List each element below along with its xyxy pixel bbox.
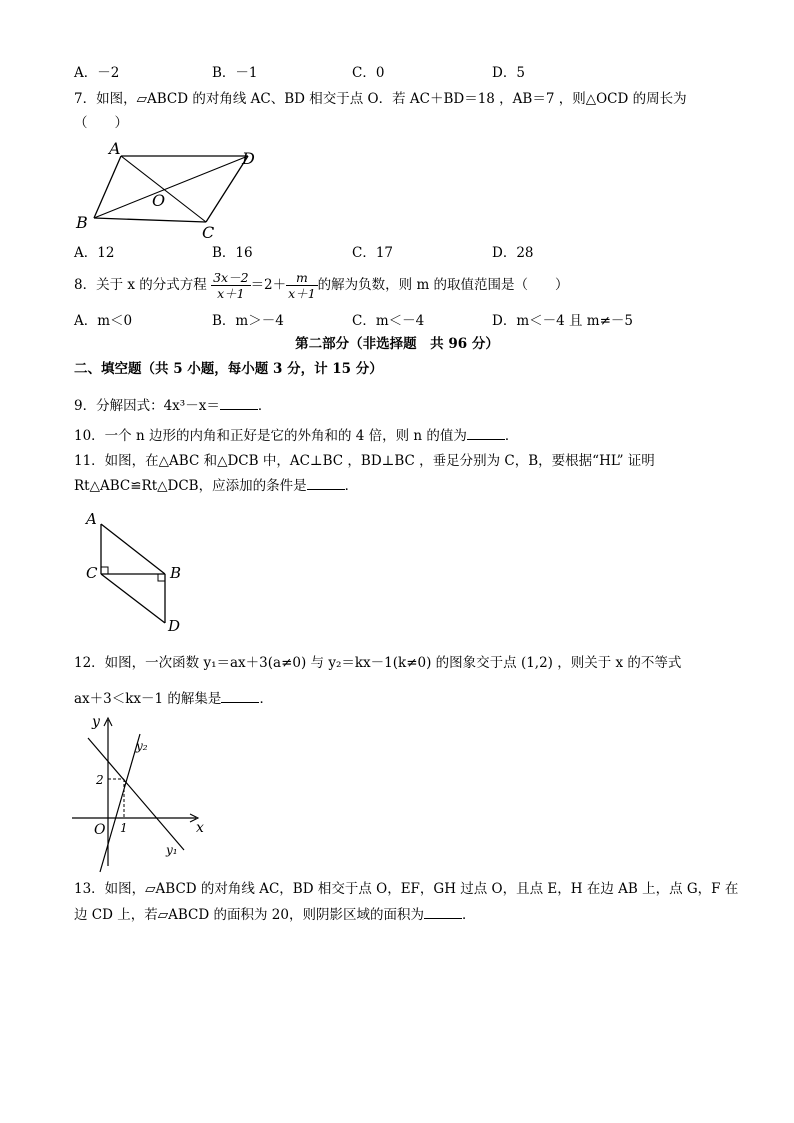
q7-option-b: B．16: [212, 245, 253, 261]
q12-text: ax＋3＜kx－1 的解集是: [74, 691, 222, 707]
q11-label-b: B: [170, 564, 182, 582]
q11-answer-blank: [307, 477, 345, 490]
q7-answer-paren: （ ）: [74, 115, 128, 131]
part2-title: 第二部分（非选择题 共 96 分）: [295, 336, 499, 352]
q8-option-b: B．m＞－4: [212, 313, 284, 329]
q8-stem: [74, 268, 569, 302]
q10-end: ．: [504, 428, 519, 444]
q7-option-a: A．12: [74, 245, 115, 261]
q8-frac1-numerator: 3x－2: [213, 270, 249, 285]
q12-label-y-axis: y: [92, 714, 100, 730]
q12-label-tick-2: 2: [96, 773, 104, 787]
q8-prefix: 8．关于 x 的分式方程: [74, 277, 207, 293]
q7-label-d: D: [242, 149, 255, 168]
q12-stem-line2: [74, 690, 273, 708]
q13-answer-blank: [424, 906, 462, 919]
q11-label-c: C: [86, 564, 98, 582]
q9-text: 9．分解因式：4x³－x＝: [74, 398, 220, 414]
q13-stem-line1: 13．如图，▱ABCD 的对角线 AC，BD 相交于点 O，EF，GH 过点 O，且点 E，H 在边 AB 上，点 G，F 在: [74, 881, 739, 897]
q8-frac1-denominator: x＋1: [217, 286, 245, 301]
q7-parallelogram-figure: [74, 138, 274, 242]
q6-option-b: B．－1: [212, 65, 258, 81]
q13-end: ．: [461, 907, 476, 923]
q7-label-b: B: [76, 213, 88, 232]
q12-end: ．: [259, 691, 273, 707]
q8-frac2-numerator: m: [286, 270, 318, 286]
q11-label-a: A: [86, 510, 97, 528]
q12-answer-blank: [221, 690, 259, 703]
q7-option-d: D．28: [492, 245, 534, 261]
q11-stem-line2: [74, 477, 358, 495]
q6-option-a: A．－2: [74, 65, 120, 81]
q7-label-c: C: [202, 223, 215, 242]
q8-fraction-1: [211, 270, 250, 301]
q8-option-d: D．m＜－4 且 m≠－5: [492, 313, 633, 329]
q9-answer-blank: [220, 397, 258, 410]
q8-suffix: 的解为负数，则 m 的取值范围是（ ）: [317, 277, 569, 293]
q10-text: 10．一个 n 边形的内角和正好是它的外角和的 4 倍，则 n 的值为: [74, 428, 467, 444]
q8-fraction-2: [286, 270, 318, 301]
q12-label-y1: y₁: [166, 843, 178, 857]
q12-label-origin: O: [94, 822, 106, 838]
q10-line: [74, 427, 518, 445]
q12-stem-line1: 12．如图，一次函数 y₁＝ax＋3(a≠0) 与 y₂＝kx－1(k≠0) 的图象交于点 (1,2) ，则关于 x 的不等式: [74, 655, 682, 671]
q7-stem: 7．如图，▱ABCD 的对角线 AC、BD 相交于点 O．若 AC＋BD＝18 ，AB＝7 ，则△OCD 的周长为: [74, 91, 687, 107]
q7-label-o: O: [152, 191, 166, 210]
q11-end: ．: [344, 478, 359, 494]
q6-option-c: C．0: [352, 65, 385, 81]
q6-option-d: D．5: [492, 65, 525, 81]
q12-graph-figure: [68, 714, 218, 874]
q8-mid: ＝2＋: [250, 277, 287, 293]
q7-option-c: C．17: [352, 245, 394, 261]
section2-title: 二、填空题（共 5 小题，每小题 3 分，计 15 分）: [74, 361, 383, 377]
q13-stem-line2: [74, 906, 475, 924]
q12-label-y2: y₂: [136, 739, 148, 753]
q13-text: 边 CD 上，若▱ABCD 的面积为 20，则阴影区域的面积为: [74, 907, 424, 923]
q8-option-a: A．m＜0: [74, 313, 133, 329]
q9-end: ．: [257, 398, 272, 414]
q8-option-c: C．m＜－4: [352, 313, 425, 329]
q11-text: Rt△ABC≌Rt△DCB，应添加的条件是: [74, 478, 307, 494]
q12-label-tick-1: 1: [120, 821, 128, 835]
q11-stem-line1: 11．如图，在△ABC 和△DCB 中，AC⊥BC ，BD⊥BC ，垂足分别为 C，B，要根据“HL” 证明: [74, 453, 655, 469]
q10-answer-blank: [467, 427, 505, 440]
q7-label-a: A: [109, 139, 121, 158]
q9-line: [74, 397, 271, 415]
q11-label-d: D: [168, 617, 181, 635]
q11-triangles-figure: [84, 508, 194, 638]
q12-label-x-axis: x: [196, 820, 204, 836]
q8-frac2-denominator: x＋1: [288, 286, 316, 301]
